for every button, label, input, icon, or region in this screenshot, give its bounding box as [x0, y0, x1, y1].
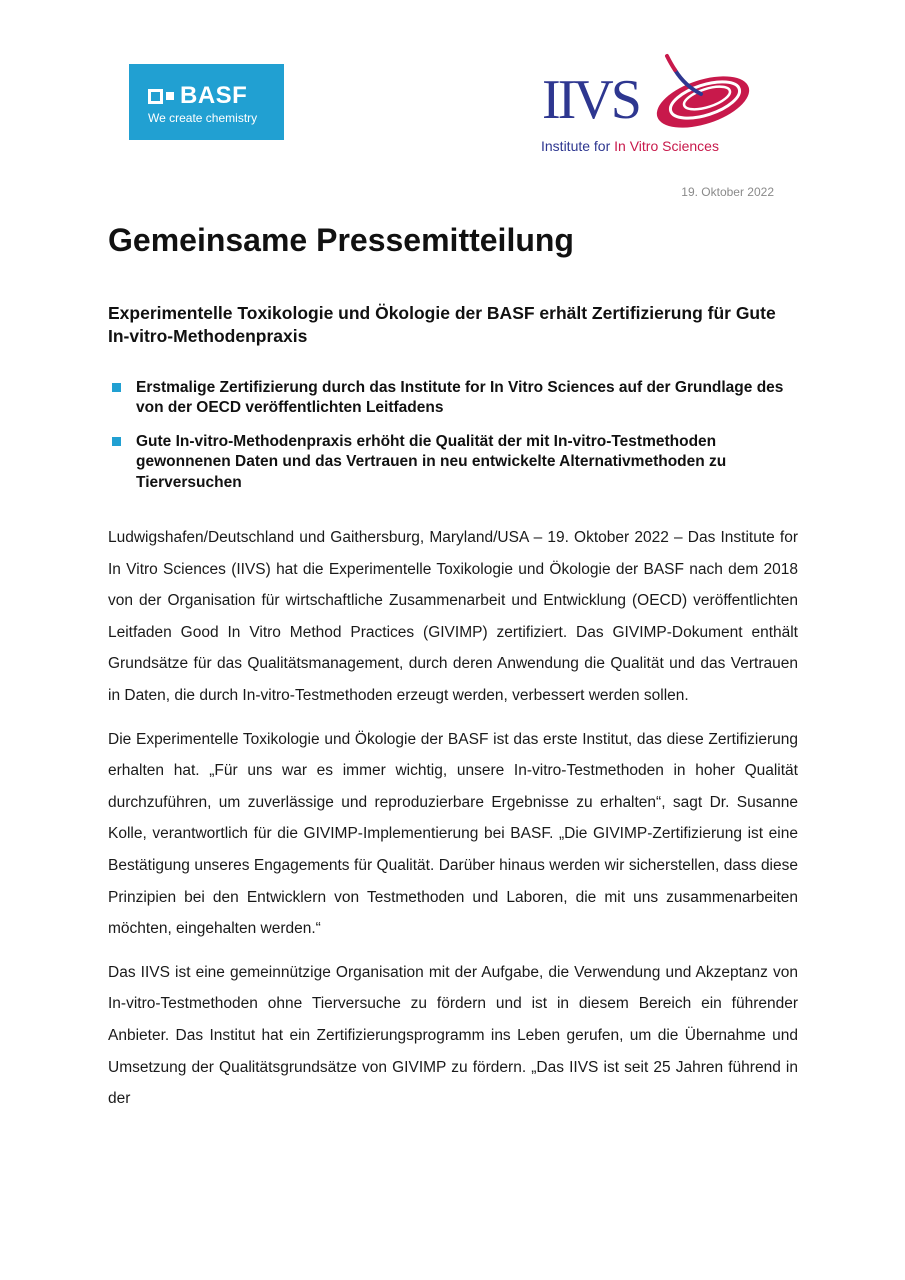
iivs-wordmark: IIVS	[542, 69, 639, 131]
bullet-square-icon	[112, 383, 121, 392]
basf-square-outline-icon	[148, 89, 163, 104]
basf-wordmark: BASF	[180, 82, 248, 109]
basf-tagline: We create chemistry	[148, 111, 258, 125]
key-point-text: Erstmalige Zertifizierung durch das Institute for In Vitro Sciences auf der Grundlage des von der OECD veröffentlichten Leitfadens	[136, 379, 784, 417]
iivs-subtitle-prefix: Institute for	[541, 138, 615, 154]
subheadline: Experimentelle Toxikologie und Ökologie der BASF erhält Zertifizierung für Gute In-vitro-Methodenpraxis	[108, 303, 776, 346]
basf-mark	[148, 84, 247, 108]
iivs-subtitle-accent: In Vitro Sciences	[614, 138, 719, 154]
key-point-item	[110, 378, 800, 418]
key-point-text: Gute In-vitro-Methodenpraxis erhöht die Qualität der mit In-vitro-Testmethoden gewonnenen Daten und das Vertrauen in neu entwickelte Alternativmethoden zu Tierversuchen	[136, 433, 727, 491]
iivs-swirl-icon	[645, 52, 755, 132]
body-paragraph: Das IIVS ist eine gemeinnützige Organisation mit der Aufgabe, die Verwendung und Akzeptanz von In-vitro-Testmethoden ohne Tierversuche zu fördern und ist in diesem Bereich ein führender Anbieter. Das Institut hat ein Zertifizierungsprogramm ins Leben gerufen, um die Übernahme und Umsetzung der Qualitätsgrundsätze von GIVIMP zu fördern. „Das IIVS ist seit 25 Jahren führend in der	[108, 963, 798, 1108]
basf-square-solid-icon	[166, 92, 174, 100]
body-paragraph: Die Experimentelle Toxikologie und Ökologie der BASF ist das erste Institut, das diese Zertifizierung erhalten hat. „Für uns war es immer wichtig, unsere In-vitro-Testmethoden in hoher Qualität durchzuführen, um zuverlässige und reproduzierbare Ergebnisse zu erhalten“, sagt Dr. Susanne Kolle, verantwortlich für die GIVIMP-Implementierung bei BASF. „Die GIVIMP-Zertifizierung ist eine Bestätigung unseres Engagements für Qualität. Darüber hinaus werden wir sicherstellen, dass diese Prinzipien bei den Entwicklern von Testmethoden und Laboren, die mit uns zusammenarbeiten möchten, eingehalten werden.“	[108, 730, 798, 938]
bullet-square-icon	[112, 437, 121, 446]
key-points-list	[110, 378, 800, 507]
basf-logo	[129, 64, 284, 140]
release-date: 19. Oktober 2022	[681, 185, 774, 199]
page-title: Gemeinsame Pressemitteilung	[108, 222, 574, 258]
key-point-item	[110, 432, 800, 492]
iivs-subtitle	[541, 138, 719, 154]
iivs-logo	[540, 52, 755, 157]
body-paragraph: Ludwigshafen/Deutschland und Gaithersburg, Maryland/USA – 19. Oktober 2022 – Das Institute for In Vitro Sciences (IIVS) hat die Experimentelle Toxikologie und Ökologie der BASF nach dem 2018 von der Organisation für wirtschaftliche Zusammenarbeit und Entwicklung (OECD) veröffentlichten Leitfaden Good In Vitro Method Practices (GIVIMP) zertifiziert. Das GIVIMP-Dokument enthält Grundsätze für das Qualitätsmanagement, durch deren Anwendung die Qualität und das Vertrauen in Daten, die durch In-vitro-Testmethoden erzeugt werden, verbessert werden sollen.	[108, 529, 798, 704]
press-release-body	[108, 522, 798, 1127]
